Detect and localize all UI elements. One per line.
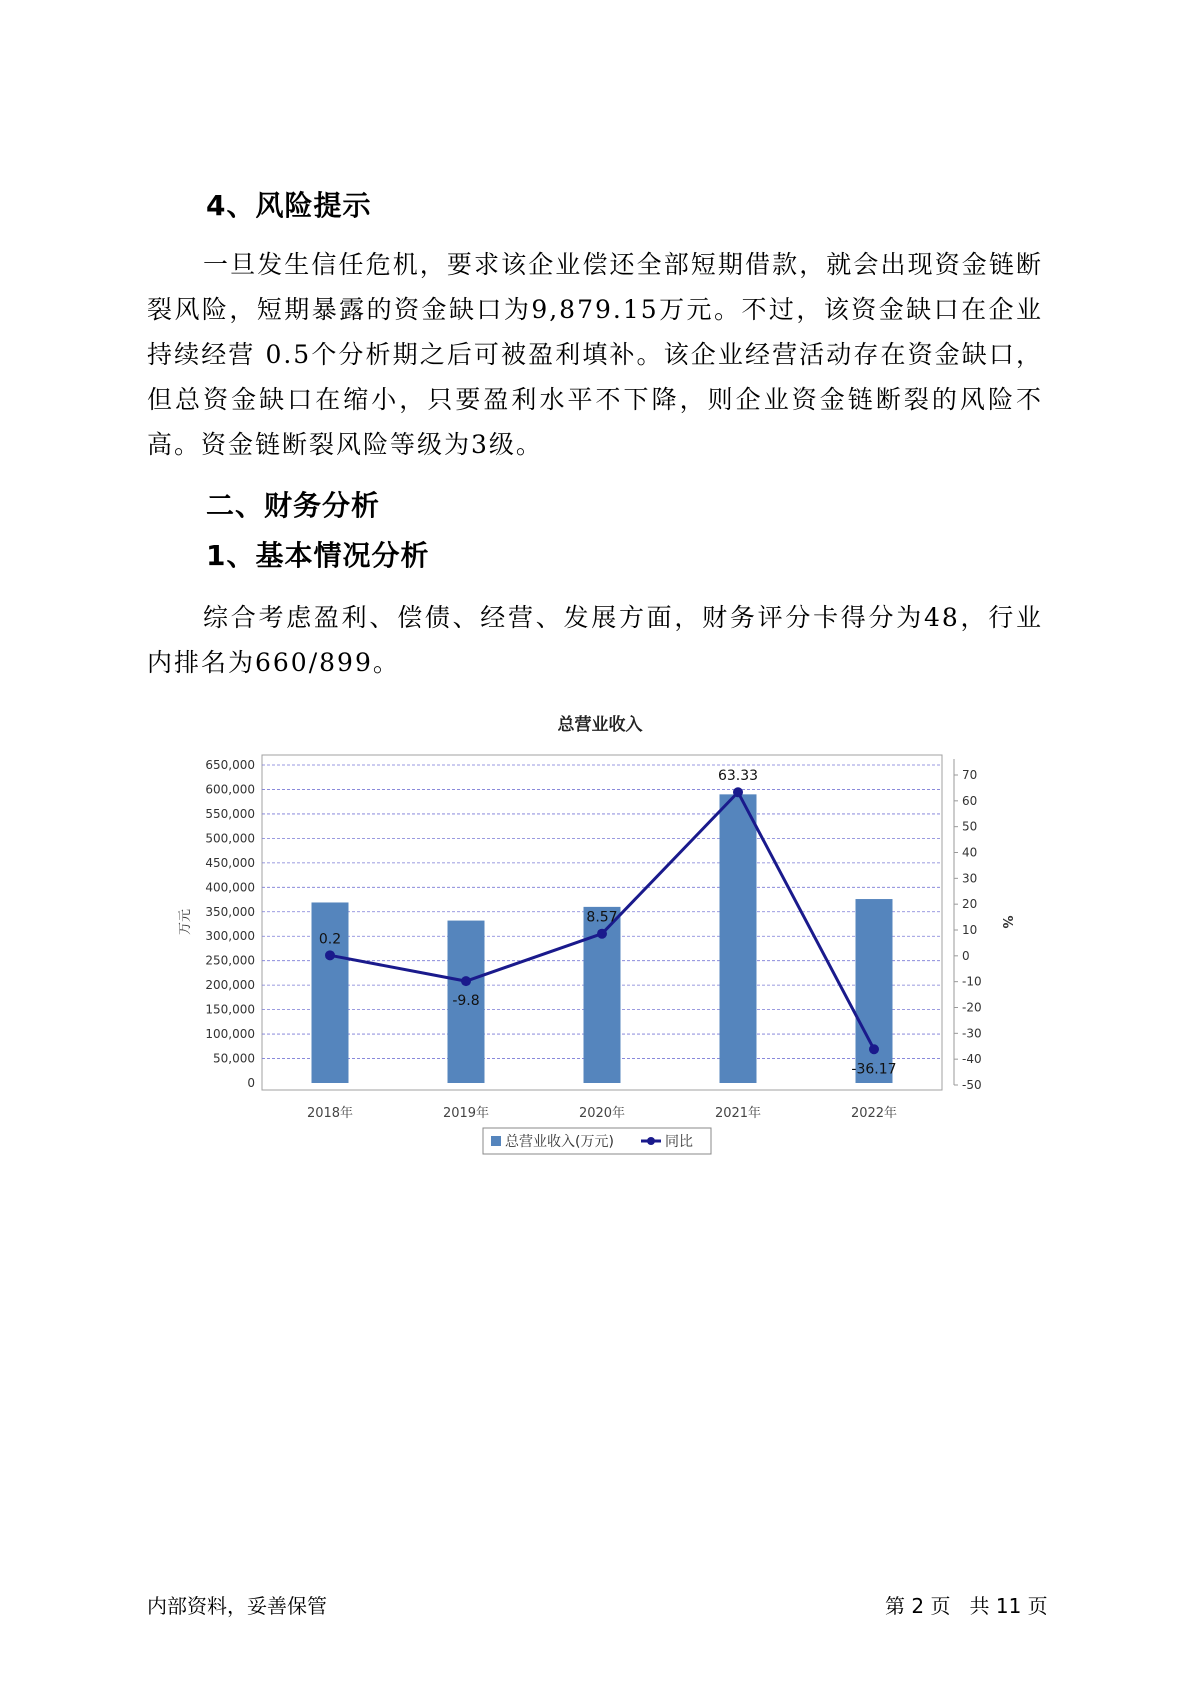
y-tick-label: 450,000 bbox=[205, 855, 255, 870]
legend-line-label: 同比 bbox=[665, 1134, 693, 1150]
y-tick-label: 400,000 bbox=[205, 880, 255, 895]
x-tick-label: 2018年 bbox=[306, 1106, 354, 1121]
line-point bbox=[869, 1044, 879, 1054]
bar bbox=[312, 902, 349, 1083]
y2-tick-label: 30 bbox=[962, 871, 978, 886]
y2-tick-label: 10 bbox=[962, 923, 978, 937]
x-tick-label: 2021年 bbox=[714, 1106, 762, 1121]
y-axis-label: 万元 bbox=[178, 908, 193, 936]
y2-tick-label: -30 bbox=[962, 1026, 982, 1041]
line-point bbox=[733, 787, 743, 797]
finance-heading: 二、财务分析 bbox=[206, 489, 381, 522]
x-tick-label: 2019年 bbox=[442, 1106, 490, 1121]
line-data-label: 63.33 bbox=[717, 768, 759, 785]
x-tick-label: 2020年 bbox=[578, 1106, 626, 1121]
y2-tick-label: 70 bbox=[962, 768, 978, 782]
bar bbox=[856, 899, 893, 1083]
y2-tick-label: 40 bbox=[962, 845, 978, 860]
legend-line-marker bbox=[647, 1137, 655, 1145]
line-data-label: -36.17 bbox=[851, 1061, 897, 1078]
footer-left: 内部资料，妥善保管 bbox=[147, 1594, 327, 1618]
line-data-label: 0.2 bbox=[318, 931, 342, 948]
y2-tick-label: 20 bbox=[962, 897, 978, 912]
y-tick-label: 300,000 bbox=[205, 929, 255, 944]
y-tick-label: 550,000 bbox=[205, 806, 255, 821]
revenue-chart bbox=[175, 700, 1015, 1170]
risk-heading: 4、风险提示 bbox=[206, 189, 372, 222]
y2-axis-label: % bbox=[999, 915, 1014, 929]
footer-right: 第 2 页 共 11 页 bbox=[885, 1594, 1048, 1618]
legend-bar-swatch bbox=[491, 1136, 501, 1146]
basic-paragraph: 综合考虑盈利、偿债、经营、发展方面，财务评分卡得分为48，行业内排名为660/899。 bbox=[147, 603, 1043, 677]
basic-heading: 1、基本情况分析 bbox=[206, 539, 430, 572]
y2-tick-label: -20 bbox=[962, 1000, 982, 1015]
y2-tick-label: -10 bbox=[962, 974, 982, 989]
x-tick-label: 2022年 bbox=[850, 1106, 898, 1121]
y-tick-label: 0 bbox=[247, 1076, 255, 1090]
y-tick-label: 650,000 bbox=[205, 758, 255, 772]
line-point bbox=[461, 976, 471, 986]
y-tick-label: 200,000 bbox=[205, 978, 255, 993]
right-axis bbox=[954, 759, 982, 1092]
y2-tick-label: -50 bbox=[962, 1078, 982, 1092]
bar bbox=[720, 794, 757, 1083]
y-tick-label: 100,000 bbox=[205, 1027, 255, 1042]
line-point bbox=[325, 950, 335, 960]
y-tick-label: 350,000 bbox=[205, 904, 255, 919]
legend-bar-label: 总营业收入(万元) bbox=[505, 1134, 614, 1150]
y-tick-label: 50,000 bbox=[213, 1051, 255, 1066]
left-axis bbox=[205, 758, 255, 1090]
line-data-label: -9.8 bbox=[452, 993, 480, 1010]
y-tick-label: 250,000 bbox=[205, 953, 255, 968]
y-tick-label: 600,000 bbox=[205, 782, 255, 797]
y-tick-label: 500,000 bbox=[205, 831, 255, 846]
chart-legend bbox=[483, 1128, 711, 1154]
y2-tick-label: 60 bbox=[962, 793, 978, 808]
risk-paragraph: 一旦发生信任危机，要求该企业偿还全部短期借款，就会出现资金链断裂风险，短期暴露的资金缺口为9,879.15万元。不过，该资金缺口在企业持续经营 0.5个分析期之后可被盈利填补。该企业经营活动存在资金缺口，但总资金缺口在缩小，只要盈利水平不下降，则企业资金链断裂的风险不高。资金链断裂风险等级为3级。 bbox=[147, 250, 1043, 459]
y2-tick-label: 0 bbox=[962, 948, 970, 963]
y2-tick-label: 50 bbox=[962, 819, 978, 834]
line-data-label: 8.57 bbox=[586, 909, 618, 926]
y2-tick-label: -40 bbox=[962, 1052, 982, 1067]
line-point bbox=[597, 929, 607, 939]
chart-title: 总营业收入 bbox=[557, 715, 643, 735]
x-axis bbox=[307, 1105, 897, 1121]
revenue-chart-svg bbox=[175, 700, 1015, 1170]
y-tick-label: 150,000 bbox=[205, 1002, 255, 1017]
